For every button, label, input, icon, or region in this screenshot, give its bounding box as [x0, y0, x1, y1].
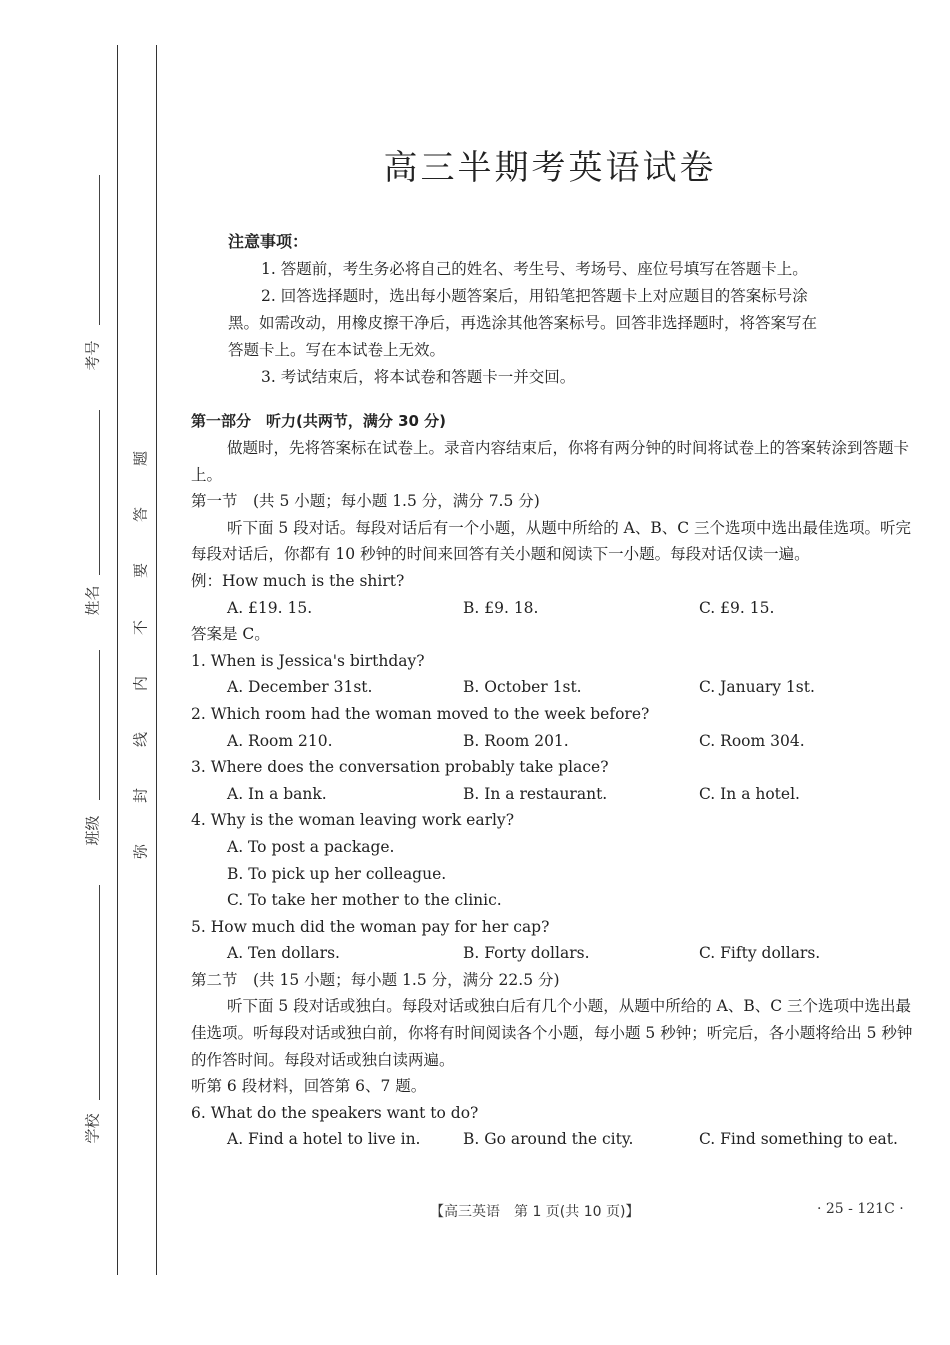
seal-char: 线: [131, 732, 150, 748]
seal-char: 封: [131, 788, 150, 804]
option-a: A. Room 210.: [227, 731, 333, 750]
page-footer: 【高三英语 第 1 页(共 10 页)】: [430, 1204, 640, 1220]
notice-item: 黑。如需改动，用橡皮擦干净后，再选涂其他答案标号。回答非选择题时，将答案写在: [228, 314, 818, 332]
option-b: B. To pick up her colleague.: [227, 864, 447, 883]
class-label: 班级: [83, 815, 102, 846]
seal-char: 题: [131, 451, 150, 467]
binding-line-inner: [156, 45, 157, 1275]
question-options: [191, 674, 921, 701]
part1-intro: 做题时，先将答案标在试卷上。录音内容结束后，你将有两分钟的时间将试卷上的答案转涂到答题卡上。: [191, 439, 910, 484]
part1-title: 第一部分 听力(共两节，满分 30 分): [191, 412, 447, 430]
notice-item: 答题卡上。写在本试卷上无效。: [228, 341, 446, 359]
notice-item: 1. 答题前，考生务必将自己的姓名、考生号、考场号、座位号填写在答题卡上。: [261, 260, 808, 278]
name-blank: [99, 410, 100, 575]
option-a: A. £19. 15.: [227, 598, 313, 617]
question-options: [191, 1126, 921, 1153]
question: 3. Where does the conversation probably take place?: [191, 758, 609, 777]
name-label: 姓名: [83, 585, 102, 616]
question: 6. What do the speakers want to do?: [191, 1103, 479, 1122]
section2-title: 第二节 (共 15 小题；每小题 1.5 分，满分 22.5 分): [191, 970, 560, 989]
question: 4. Why is the woman leaving work early?: [191, 811, 515, 830]
example-options: [191, 595, 921, 622]
notice-item: 2. 回答选择题时，选出每小题答案后，用铅笔把答题卡上对应题目的答案标号涂: [261, 287, 808, 305]
option-c: C. January 1st.: [699, 678, 815, 697]
option-b: B. Forty dollars.: [463, 944, 590, 963]
notice-heading: 注意事项：: [228, 232, 309, 251]
binding-line-outer: [117, 45, 118, 1275]
option-a: A. Ten dollars.: [227, 944, 340, 963]
example-answer: 答案是 C。: [191, 625, 270, 644]
question: 5. How much did the woman pay for her cap?: [191, 917, 550, 936]
paper-code: · 25 - 121C ·: [817, 1201, 904, 1217]
material-instruction: 听第 6 段材料，回答第 6、7 题。: [191, 1077, 427, 1096]
option-c: C. To take her mother to the clinic.: [227, 891, 502, 910]
section2-intro: 听下面 5 段对话或独白。每段对话或独白后有几个小题，从题中所给的 A、B、C 三个选项中选出最佳选项。听每段对话或独白前，你将有时间阅读各个小题，每小题 5 秒钟；听完后，各小题将给出 5 秒钟的作答时间。每段对话或独白读两遍。: [191, 997, 913, 1069]
option-b: B. Go around the city.: [463, 1130, 634, 1149]
question-options: [191, 781, 921, 808]
page-title: 高三半期考英语试卷: [383, 148, 717, 188]
seal-char: 内: [131, 676, 150, 692]
option-b: B. £9. 18.: [463, 598, 539, 617]
question-options: [191, 940, 921, 967]
section1-intro: 听下面 5 段对话。每段对话后有一个小题，从题中所给的 A、B、C 三个选项中选出最佳选项。听完每段对话后，你都有 10 秒钟的时间来回答有关小题和阅读下一小题。每段对话仅读一遍。: [191, 518, 912, 564]
option-a: A. December 31st.: [227, 678, 373, 697]
option-a: A. In a bank.: [227, 784, 327, 803]
option-a: A. Find a hotel to live in.: [227, 1130, 421, 1149]
option-c: C. £9. 15.: [699, 598, 775, 617]
example-question: 例：How much is the shirt?: [191, 571, 405, 590]
notice-block: [191, 228, 921, 391]
exam-content: [191, 228, 921, 1153]
seal-char: 弥: [131, 844, 150, 860]
option-c: C. Room 304.: [699, 731, 805, 750]
option-c: C. Find something to eat.: [699, 1130, 898, 1149]
option-c: C. Fifty dollars.: [699, 944, 821, 963]
question: 2. Which room had the woman moved to the week before?: [191, 704, 650, 723]
seal-char: 答: [131, 507, 150, 523]
option-c: C. In a hotel.: [699, 784, 800, 803]
school-blank: [99, 885, 100, 1100]
seal-char: 不: [131, 620, 150, 636]
class-blank: [99, 650, 100, 800]
exam-no-blank: [99, 175, 100, 325]
seal-char: 要: [131, 563, 150, 579]
section1-title: 第一节 (共 5 小题；每小题 1.5 分，满分 7.5 分): [191, 492, 540, 511]
option-a: A. To post a package.: [227, 837, 395, 856]
option-b: B. Room 201.: [463, 731, 569, 750]
question: 1. When is Jessica's birthday?: [191, 651, 425, 670]
option-b: B. October 1st.: [463, 678, 582, 697]
question-options: [191, 728, 921, 755]
notice-item: 3. 考试结束后，将本试卷和答题卡一并交回。: [261, 368, 576, 386]
exam-no-label: 考号: [83, 340, 102, 371]
school-label: 学校: [83, 1113, 102, 1144]
option-b: B. In a restaurant.: [463, 784, 608, 803]
